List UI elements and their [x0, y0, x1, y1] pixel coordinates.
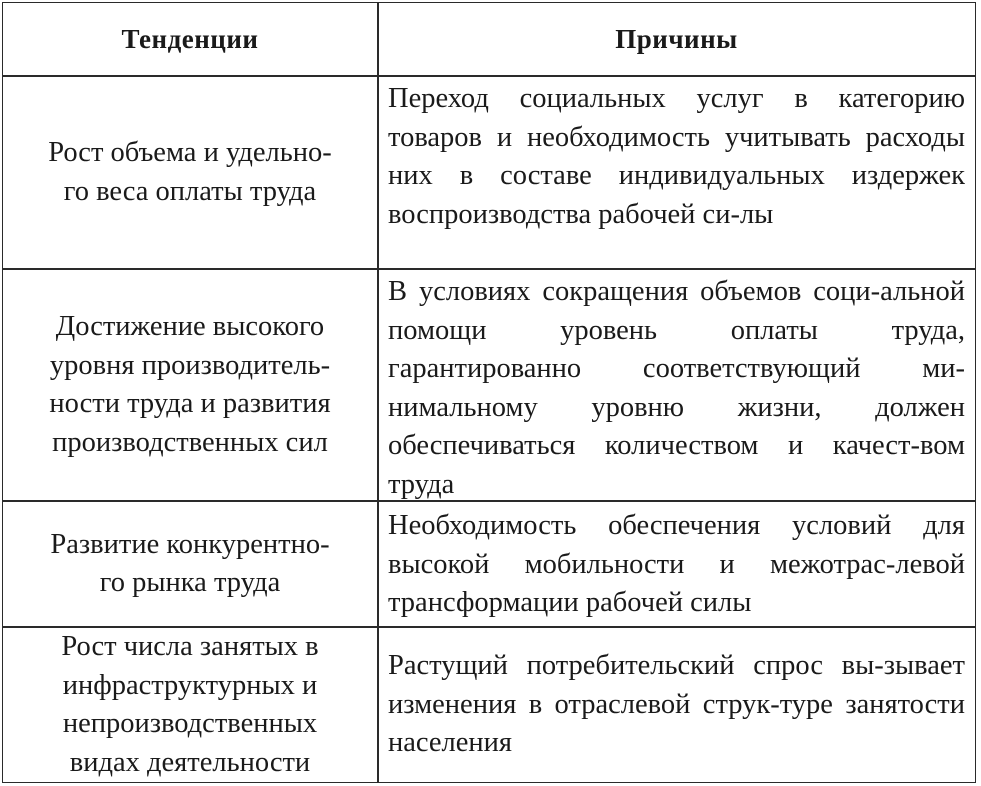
- reason-text: Растущий потребительский спрос вы-зывает изменения в отраслевой струк-туре занятости населения: [388, 650, 965, 759]
- reason-text: Необходимость обеспечения условий для высокой мобильности и межотрас-левой трансформации рабочей силы: [388, 510, 965, 618]
- tendency-text: Развитие конкурентно- го рынка труда: [50, 528, 330, 598]
- trends-table: [2, 2, 976, 783]
- header-tendencies: [3, 3, 377, 75]
- table-row-3-reason: [379, 507, 975, 626]
- reason-text: В условиях сокращения объемов соци-альной помощи уровень оплаты труда, гарантированно соответствующий ми-нимальному уровню жизни, должен обеспечиваться количеством и качест-вом труда: [388, 276, 965, 500]
- tendency-text: Рост объема и удельно- го веса оплаты труда: [48, 137, 332, 207]
- header-reasons-label: Причины: [615, 23, 738, 54]
- table-row-4-reason: [379, 628, 975, 782]
- tendency-text: Достижение высокого уровня производитель- ности труда и развития производственных сил: [49, 311, 331, 458]
- table-row-3-tendency: [3, 502, 377, 626]
- table-row-2-tendency: [3, 270, 377, 500]
- table-row-2-reason: [379, 273, 975, 500]
- header-tendencies-label: Тенденции: [121, 23, 259, 54]
- reason-text: Переход социальных услуг в категорию товаров и необходимость учитывать расходы них в составе индивидуальных издержек воспроизводства рабочей си-лы: [388, 83, 965, 230]
- table-row-4-tendency: [3, 628, 377, 782]
- tendency-text: Рост числа занятых в инфраструктурных и непроизводственных видах деятельности: [61, 631, 319, 778]
- table-row-1-reason: [379, 80, 975, 268]
- header-reasons: [379, 3, 975, 75]
- table-row-1-tendency: [3, 77, 377, 268]
